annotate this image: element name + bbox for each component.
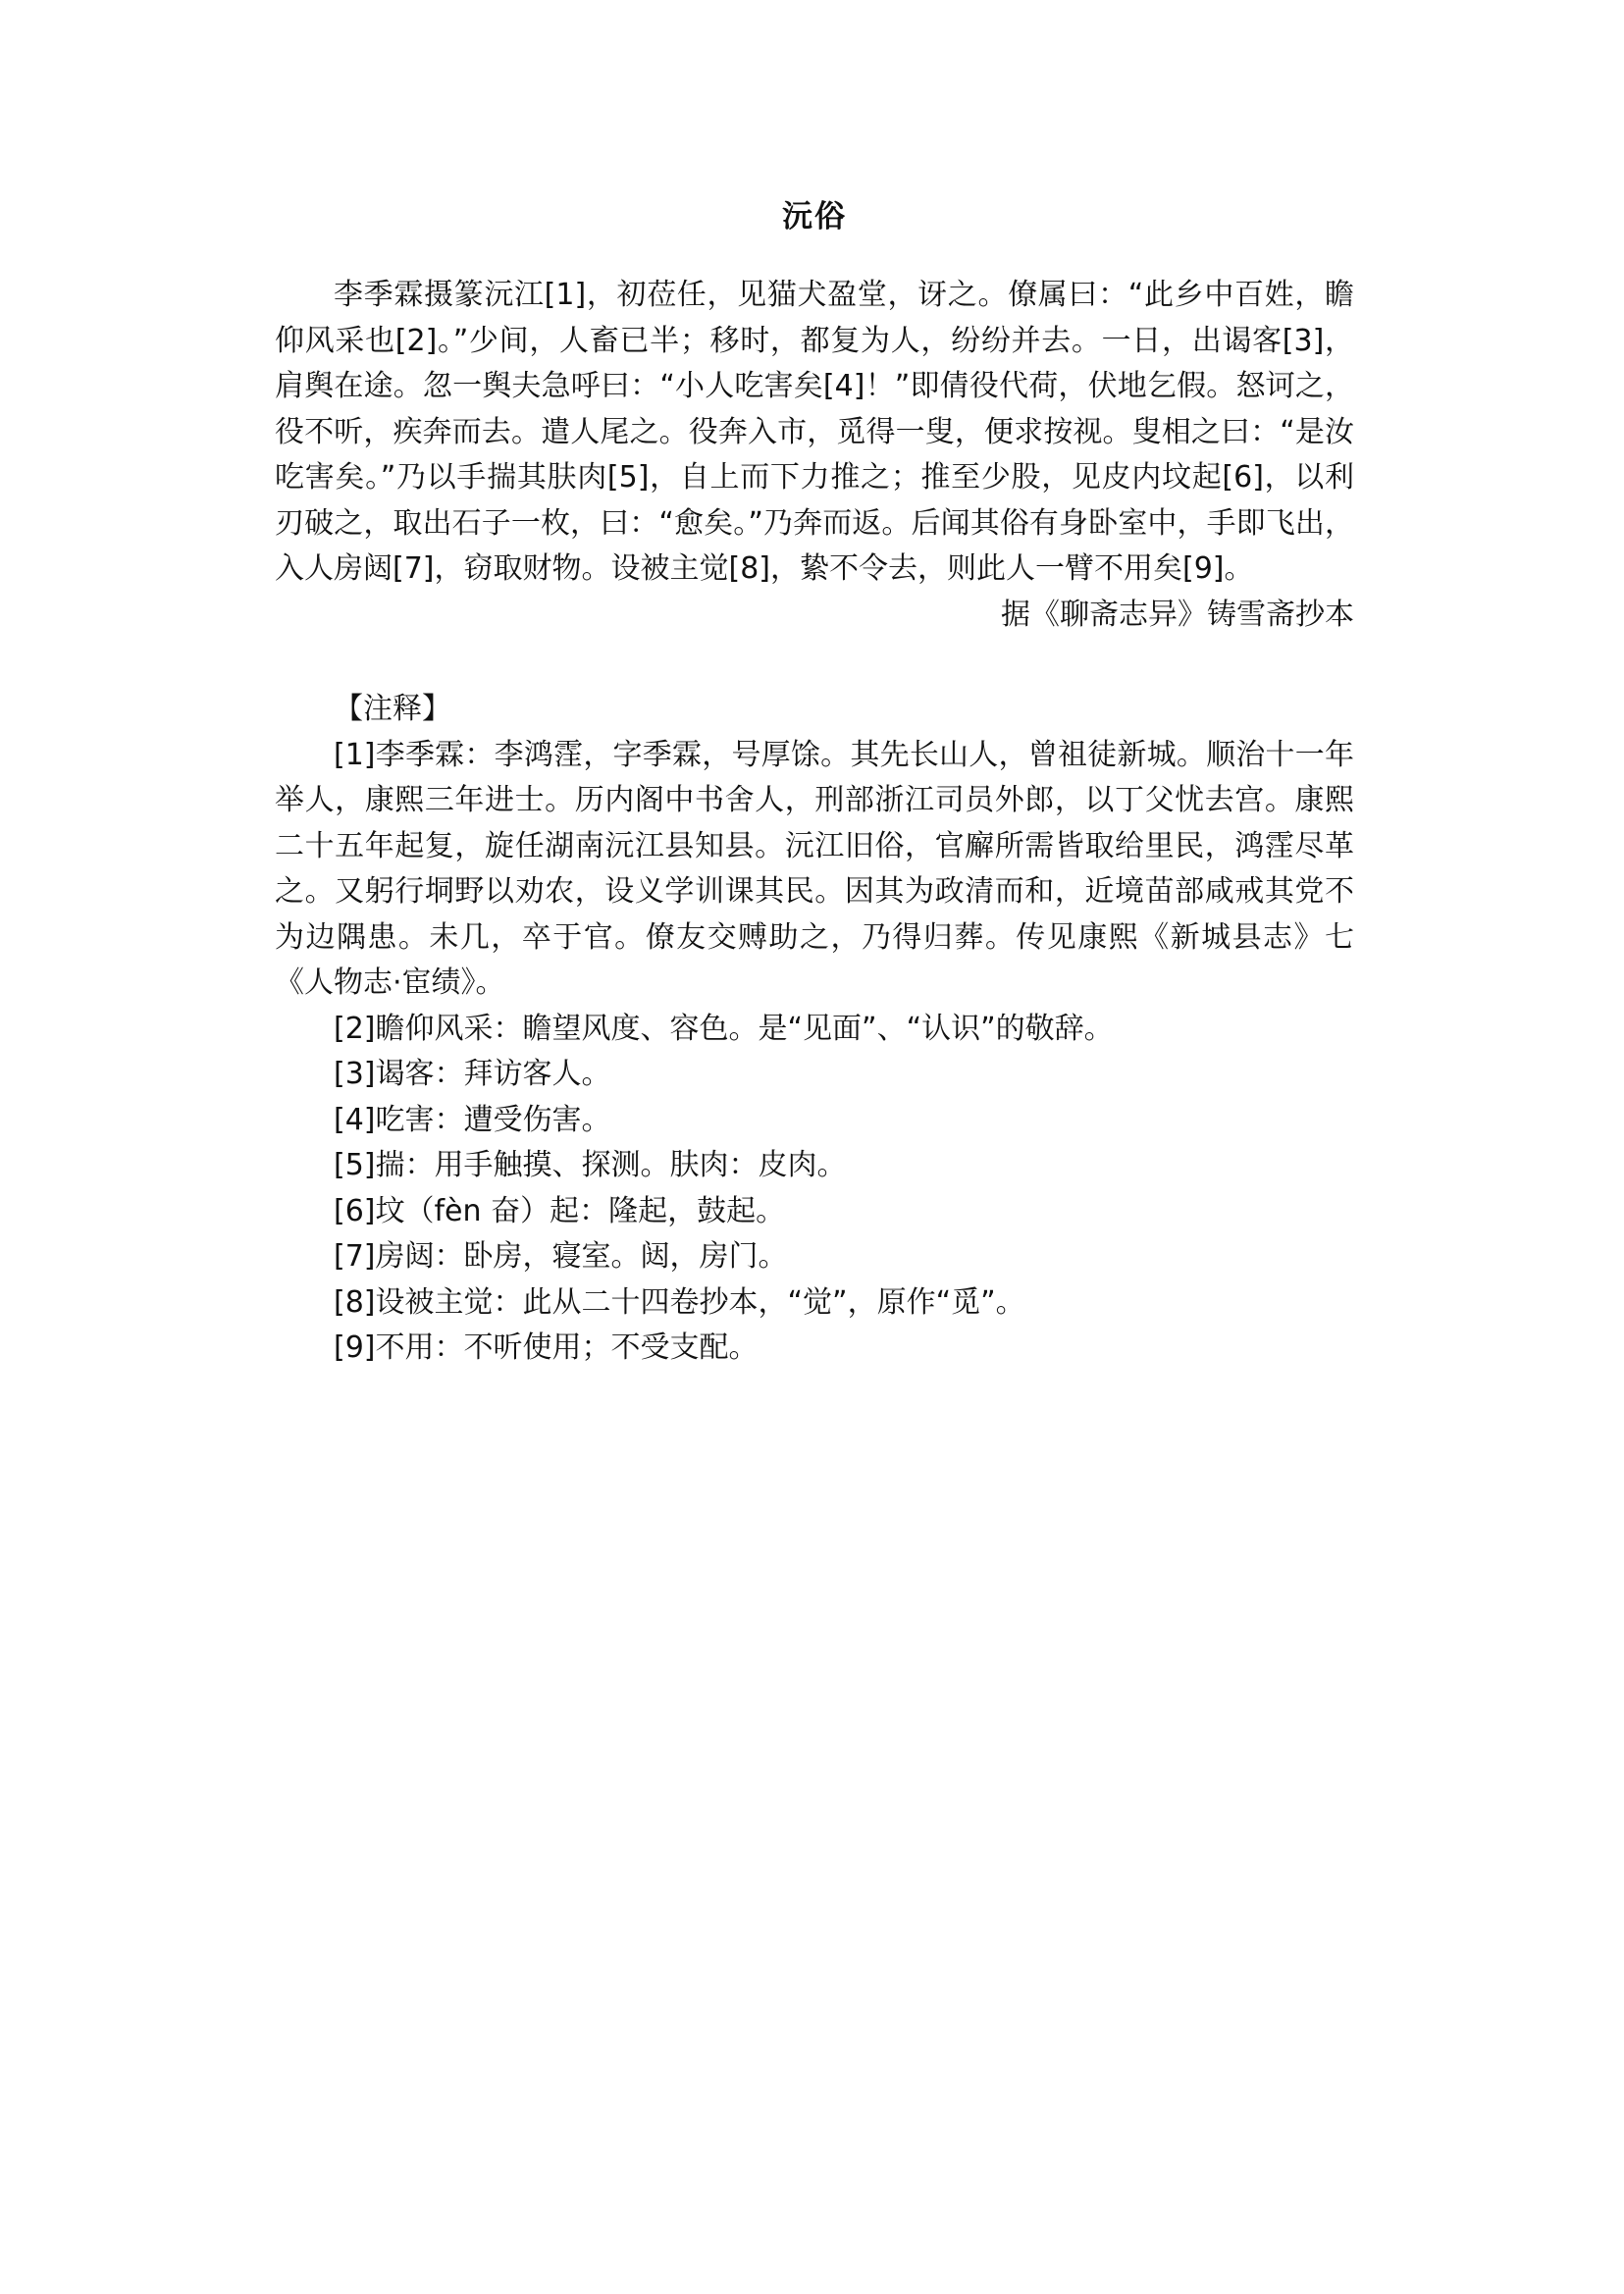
note-item-4: [4]吃害：遭受伤害。	[334, 1102, 611, 1137]
note-item-5: [5]揣：用手触摸、探测。肤肉：皮肉。	[334, 1148, 847, 1182]
note-item-8: [8]设被主觉：此从二十四卷抄本，“觉”，原作“觅”。	[334, 1284, 1025, 1320]
note-item-2: [2]瞻仰风采：瞻望风度、容色。是“见面”、“认识”的敬辞。	[334, 1011, 1114, 1046]
document-page	[275, 191, 1354, 1372]
note-item-3: [3]谒客：拜访客人。	[334, 1057, 611, 1091]
document-title: 沅俗	[782, 199, 847, 235]
note-item-9: [9]不用：不听使用；不受支配。	[334, 1330, 759, 1365]
note-item-1: [1]李季霖：李鸿霔，字季霖，号厚馀。其先长山人，曾祖徒新城。顺治十一年举人，康熙三年进士。历内阁中书舍人，刑部浙江司员外郎，以丁父忧去宫。康熙二十五年起复，旋任湖南沅江县知县。沅江旧俗，官廨所需皆取给里民，鸿霔尽革之。又躬行垌野以劝农，设义学训课其民。因其为政清而和，近境苗部咸戒其党不为边隅患。未几，卒于官。僚友交赙助之，乃得归葬。传见康熙《新城县志》七《人物志·宦绩》。	[275, 737, 1354, 1000]
notes-heading: 【注释】	[334, 692, 451, 726]
notes-list	[275, 733, 1354, 1372]
source-attribution: 据《聊斋志异》铸雪斋抄本	[1001, 597, 1354, 632]
note-item-6: [6]坟（fèn 奋）起：隆起，鼓起。	[334, 1193, 786, 1228]
story-paragraph: 李季霖摄篆沅江[1]，初莅任，见猫犬盈堂，讶之。僚属曰：“此乡中百姓，瞻仰风采也[2]。”少间，人畜已半；移时，都复为人，纷纷并去。一日，出谒客[3]，肩舆在途。忽一舆夫急呼曰：“小人吃害矣[4]！”即倩役代荷，伏地乞假。怒诃之，役不听，疾奔而去。遣人尾之。役奔入市，觅得一叟，便求按视。叟相之曰：“是汝吃害矣。”乃以手揣其肤肉[5]，自上而下力推之；推至少股，见皮内坟起[6]，以利刃破之，取出石子一枚，曰：“愈矣。”乃奔而返。后闻其俗有身卧室中，手即飞出，入人房闼[7]，窃取财物。设被主觉[8]，絷不令去，则此人一臂不用矣[9]。	[275, 278, 1354, 586]
note-item-7: [7]房闼：卧房，寝室。闼，房门。	[334, 1239, 788, 1274]
